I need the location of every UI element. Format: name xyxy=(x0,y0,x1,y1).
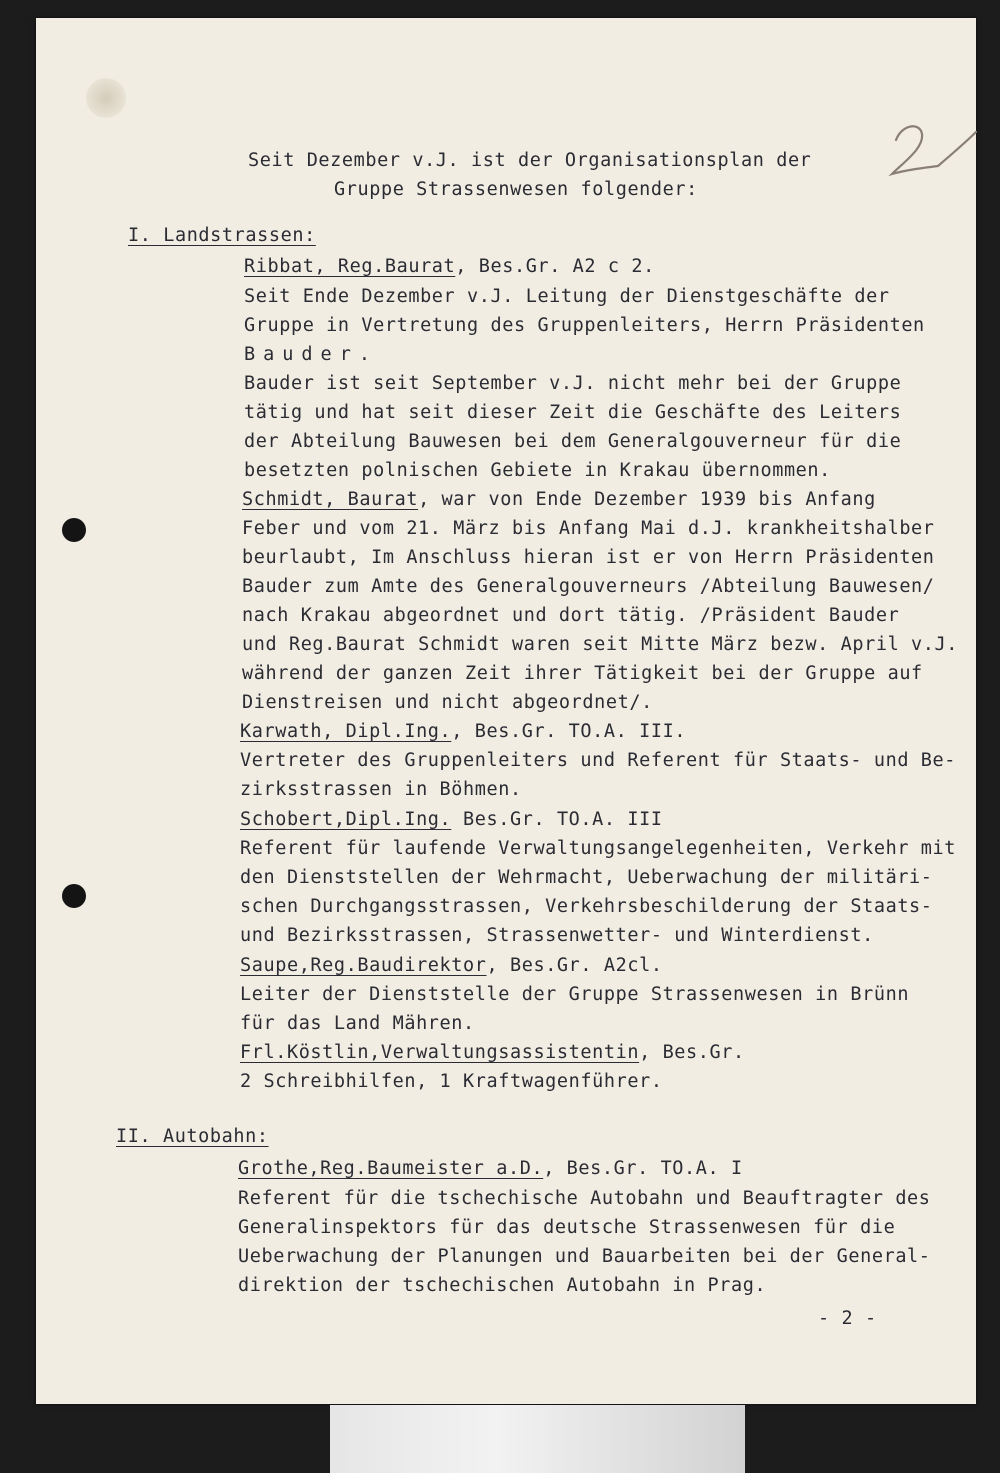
document-page xyxy=(36,18,976,1404)
body-text-line: Gruppe in Vertretung des Gruppenleiters, Herrn Präsidenten xyxy=(244,315,925,336)
section-heading-landstrassen: I. Landstrassen: xyxy=(128,225,316,246)
entry-details: , Bes.Gr. TO.A. III. xyxy=(451,721,687,742)
punch-hole-bottom xyxy=(62,884,86,908)
body-text-line: Bauder zum Amte des Generalgouverneurs /Abteilung Bauwesen/ xyxy=(242,576,935,597)
entry-name: Grothe,Reg.Baumeister a.D. xyxy=(238,1158,544,1179)
handwritten-page-number xyxy=(882,118,982,188)
entry-details: Bes.Gr. TO.A. III xyxy=(451,809,663,830)
body-text-line: den Dienststellen der Wehrmacht, Ueberwachung der militäri- xyxy=(240,867,933,888)
body-text-line: Ueberwachung der Planungen und Bauarbeiten bei der General- xyxy=(238,1246,931,1267)
entry-name: Ribbat, Reg.Baurat xyxy=(244,256,456,277)
body-text-line: schen Durchgangsstrassen, Verkehrsbeschilderung der Staats- xyxy=(240,896,933,917)
entry-karwath xyxy=(240,721,686,743)
entry-schmidt xyxy=(242,489,876,511)
body-text-line: Vertreter des Gruppenleiters und Referent für Staats- und Be- xyxy=(240,750,957,771)
body-text-line: direktion der tschechischen Autobahn in Prag. xyxy=(238,1275,767,1296)
body-text-line: Seit Ende Dezember v.J. Leitung der Dienstgeschäfte der xyxy=(244,286,890,307)
page-footer-number: - 2 - xyxy=(818,1308,877,1329)
body-text-line: und Bezirksstrassen, Strassenwetter- und Winterdienst. xyxy=(240,925,874,946)
entry-details: , Bes.Gr. xyxy=(639,1042,745,1063)
body-text-line: Leiter der Dienststelle der Gruppe Strassenwesen in Brünn xyxy=(240,984,910,1005)
entry-name: Schobert,Dipl.Ing. xyxy=(240,809,452,830)
body-text-line: zirksstrassen in Böhmen. xyxy=(240,779,522,800)
section-heading-autobahn: II. Autobahn: xyxy=(116,1126,269,1147)
entry-details: , war von Ende Dezember 1939 bis Anfang xyxy=(418,489,876,510)
body-text-line: Feber und vom 21. März bis Anfang Mai d.J. krankheitshalber xyxy=(242,518,935,539)
document-title-line-2: Gruppe Strassenwesen folgender: xyxy=(334,179,698,200)
entry-ribbat xyxy=(244,256,655,278)
entry-details: , Bes.Gr. TO.A. I xyxy=(543,1158,743,1179)
body-text-line: während der ganzen Zeit ihrer Tätigkeit bei der Gruppe auf xyxy=(242,663,923,684)
body-text-line: Bauder. xyxy=(244,344,378,365)
scan-holder-strip xyxy=(330,1405,745,1473)
entry-name: Saupe,Reg.Baudirektor xyxy=(240,955,487,976)
body-text-line: und Reg.Baurat Schmidt waren seit Mitte März bezw. April v.J. xyxy=(242,634,959,655)
paper-stain xyxy=(86,78,126,118)
entry-details: , Bes.Gr. A2 c 2. xyxy=(455,256,655,277)
entry-schobert xyxy=(240,809,663,831)
body-text-line: beurlaubt, Im Anschluss hieran ist er von Herrn Präsidenten xyxy=(242,547,935,568)
body-text-line: nach Krakau abgeordnet und dort tätig. /Präsident Bauder xyxy=(242,605,900,626)
body-text-line: Referent für die tschechische Autobahn und Beauftragter des xyxy=(238,1188,931,1209)
entry-details: , Bes.Gr. A2cl. xyxy=(486,955,663,976)
entry-koestlin xyxy=(240,1042,745,1064)
body-text-line: 2 Schreibhilfen, 1 Kraftwagenführer. xyxy=(240,1071,663,1092)
punch-hole-top xyxy=(62,518,86,542)
body-text-line: für das Land Mähren. xyxy=(240,1013,475,1034)
body-text-line: Bauder ist seit September v.J. nicht mehr bei der Gruppe xyxy=(244,373,902,394)
entry-grothe xyxy=(238,1158,743,1180)
body-text-line: besetzten polnischen Gebiete in Krakau übernommen. xyxy=(244,460,831,481)
entry-name: Karwath, Dipl.Ing. xyxy=(240,721,452,742)
entry-name: Frl.Köstlin,Verwaltungsassistentin xyxy=(240,1042,640,1063)
entry-name: Schmidt, Baurat xyxy=(242,489,419,510)
body-text-line: Dienstreisen und nicht abgeordnet/. xyxy=(242,692,653,713)
body-text-line: der Abteilung Bauwesen bei dem Generalgouverneur für die xyxy=(244,431,902,452)
body-text-line: Generalinspektors für das deutsche Strassenwesen für die xyxy=(238,1217,896,1238)
body-text-line: Referent für laufende Verwaltungsangelegenheiten, Verkehr mit xyxy=(240,838,957,859)
entry-saupe xyxy=(240,955,663,977)
body-text-line: tätig und hat seit dieser Zeit die Geschäfte des Leiters xyxy=(244,402,902,423)
document-title-line-1: Seit Dezember v.J. ist der Organisationsplan der xyxy=(248,150,812,171)
